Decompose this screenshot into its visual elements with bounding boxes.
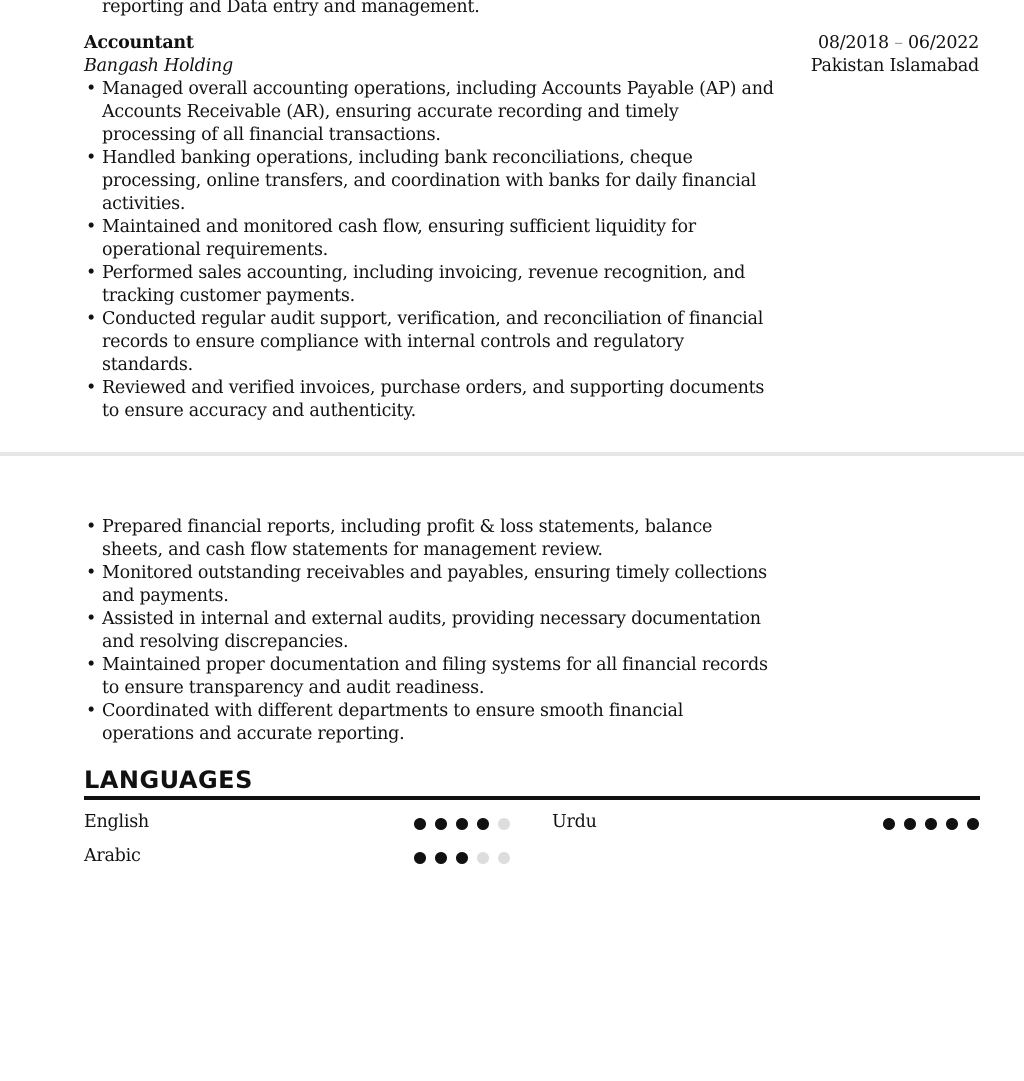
bullet-text: Reviewed and verified invoices, purchase orders, and supporting documents to ensure accuracy and authenticity. (102, 378, 765, 421)
bullet-dot: • (86, 309, 97, 329)
bullet-dot: • (86, 148, 97, 168)
rating-dot-filled (477, 818, 489, 830)
bullet-dot: • (86, 217, 97, 237)
language-name-urdu: Urdu (552, 812, 597, 832)
bullet-dot: • (86, 563, 97, 583)
rating-dot-empty (498, 818, 510, 830)
bullet-dot: • (86, 517, 97, 537)
bullet-text: Managed overall accounting operations, including Accounts Payable (AP) and Accounts Receivable (AR), ensuring accurate recording and timely processing of all financial transactions. (102, 79, 774, 145)
list-item (84, 562, 774, 608)
rating-dot-filled (435, 852, 447, 864)
bullet-text: Prepared financial reports, including profit & loss statements, balance sheets, and cash flow statements for management review. (102, 517, 713, 560)
rating-dot-filled (904, 818, 916, 830)
list-item (84, 516, 774, 562)
bullet-dot: • (86, 378, 97, 398)
list-item (84, 377, 774, 423)
rating-dot-filled (883, 818, 895, 830)
resume-page-1 (0, 0, 1024, 452)
job-company: Bangash Holding (84, 56, 233, 76)
job-bullets-page-1 (84, 78, 774, 423)
job-date-separator: – (894, 33, 903, 53)
language-rating-arabic (414, 851, 510, 865)
rating-dot-empty (498, 852, 510, 864)
languages-heading: LANGUAGES (84, 766, 253, 794)
rating-dot-filled (456, 818, 468, 830)
language-name-arabic: Arabic (84, 846, 141, 866)
rating-dot-filled (414, 818, 426, 830)
bullet-dot: • (86, 701, 97, 721)
job-location: Pakistan Islamabad (810, 56, 979, 76)
bullet-text: Maintained and monitored cash flow, ensuring sufficient liquidity for operational requirements. (102, 217, 696, 260)
list-item (84, 78, 774, 147)
rating-dot-filled (435, 818, 447, 830)
bullet-text: Coordinated with different departments to ensure smooth financial operations and accurate reporting. (102, 701, 684, 744)
previous-section-continuation: reporting and Data entry and management. (102, 0, 480, 17)
job-date-end: 06/2022 (908, 33, 979, 53)
bullet-text: Maintained proper documentation and filing systems for all financial records to ensure transparency and audit readiness. (102, 655, 768, 698)
bullet-dot: • (86, 609, 97, 629)
rating-dot-filled (946, 818, 958, 830)
bullet-text: Assisted in internal and external audits, providing necessary documentation and resolving discrepancies. (102, 609, 761, 652)
language-name-english: English (84, 812, 149, 832)
bullet-dot: • (86, 655, 97, 675)
resume-page-2 (0, 456, 1024, 1081)
job-bullets-page-2 (84, 516, 774, 746)
bullet-text: Performed sales accounting, including invoicing, revenue recognition, and tracking customer payments. (102, 263, 746, 306)
list-item (84, 654, 774, 700)
list-item (84, 700, 774, 746)
bullet-text: Conducted regular audit support, verification, and reconciliation of financial records to ensure compliance with internal controls and regulatory standards. (102, 309, 764, 375)
list-item (84, 308, 774, 377)
job-date-start: 08/2018 (817, 33, 889, 53)
rating-dot-filled (967, 818, 979, 830)
job-dates (818, 32, 979, 55)
bullet-text: Handled banking operations, including bank reconciliations, cheque processing, online transfers, and coordination with banks for daily financial activities. (102, 148, 757, 214)
bullet-dot: • (86, 79, 97, 99)
rating-dot-empty (477, 852, 489, 864)
list-item (84, 608, 774, 654)
list-item (84, 262, 774, 308)
languages-divider (84, 796, 980, 800)
list-item (84, 147, 774, 216)
job-title: Accountant (84, 33, 194, 53)
list-item (84, 216, 774, 262)
rating-dot-filled (925, 818, 937, 830)
bullet-dot: • (86, 263, 97, 283)
language-rating-urdu (883, 817, 979, 831)
rating-dot-filled (414, 852, 426, 864)
rating-dot-filled (456, 852, 468, 864)
bullet-text: Monitored outstanding receivables and payables, ensuring timely collections and payments. (102, 563, 767, 606)
language-rating-english (414, 817, 510, 831)
